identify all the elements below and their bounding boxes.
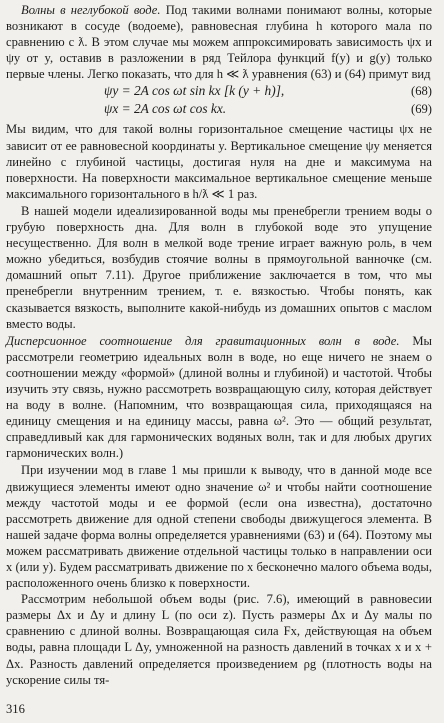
equation-68-expression: ψy = 2A cos ωt sin kx [k (y + h)], [104, 83, 285, 99]
paragraph-friction: В нашей модели идеализированной воды мы пренебрегли трением воды о грубую поверхность дна. Для волн в глубокой воде это упущение несущественно. Для волн в мелкой воде трение играет важную роль, в чем можно убедиться, возбудив стоячие волны в прямоугольной ванночке (см. домашний опыт 7.11). Другое приближение заключается в том, что мы пренебрегли внутренним трением, т. е. вязкостью. Чтобы понять, как сказывается вязкость, выполните какой-нибудь из домашних опытов с маслом вместо воды. [6, 203, 432, 331]
paragraph-shallow-water-body: Под такими волнами понимают волны, которые возникают в сосуде (водоеме), равновесная глубина h которого мала по сравнению с ƛ. В этом случае мы можем аппроксимировать зависимость ψx и ψy от y, оставив в разложении в ряд Тейлора функций f(y) и g(y) только первые члены. Легко показать, что для h ≪ ƛ уравнения (63) и (64) примут вид [6, 3, 432, 82]
paragraph-volume: Рассмотрим небольшой объем воды (рис. 7.6), имеющий в равновесии размеры Δx и Δy и длину L (по оси z). Пусть размеры Δx и Δy малы по сравнению с длиной волны. Возвращающая сила Fx, действующая на объем воды, равна площади L Δy, умноженной на разность давлений в точках x и x + Δx. Разность давлений определяется произведением ρg (плотность воды на ускорение силы тя- [6, 592, 432, 687]
paragraph-modes: При изучении мод в главе 1 мы пришли к выводу, что в данной моде все движущиеся элементы имеют одно значение ω² и чтобы найти соотношение между частотой моды и ее формой (если она известна), достаточно рассмотреть движение для одной степени свободы движущегося элемента. В нашей задаче форма волны определяется уравнениями (63) и (64). Поэтому мы можем рассматривать движение отдельной частицы только в направлении оси x (или y). Будем рассматривать движение по x бесконечно малого объема воды, расположенного очень близко к поверхности. [6, 463, 432, 591]
equation-68-number: (68) [411, 84, 432, 99]
page-text [6, 2, 432, 688]
page-number: 316 [6, 702, 25, 716]
equation-block [6, 83, 432, 119]
paragraph-displacement: Мы видим, что для такой волны горизонтальное смещение частицы ψx не зависит от ее равновесной координаты y. Вертикальное смещение ψy меняется линейно с глубиной частицы, достигая нуля на дне и максимума на поверхности. На поверхности максимальное вертикальное смещение меньше максимального горизонтального в h/ƛ ≪ 1 раз. [6, 122, 432, 201]
paragraph-shallow-water [6, 2, 432, 82]
section-heading-dispersion: Дисперсионное соотношение для гравитационных волн в воде. [6, 333, 400, 348]
equation-68 [6, 83, 432, 101]
equation-69-number: (69) [411, 102, 432, 117]
equation-69 [6, 101, 432, 119]
paragraph-dispersion-body: Мы рассмотрели геометрию идеальных волн в воде, но еще ничего не знаем о соотношении между «формой» (длиной волны и глубиной) и частотой. Чтобы изучить эту связь, нужно рассмотреть возвращающую силу, которая действует на воду в волне. (Напомним, что возвращающая сила, приходящаяся на единицу смещения и на единицу массы, равна ω². Это — общий результат, справедливый как для гармонических водяных волн, так и для любых других гармонических волн.) [6, 333, 433, 461]
paragraph-dispersion [6, 333, 432, 462]
equation-69-expression: ψx = 2A cos ωt cos kx. [104, 101, 227, 117]
section-heading-shallow-water: Волны в неглубокой воде. [21, 3, 161, 17]
